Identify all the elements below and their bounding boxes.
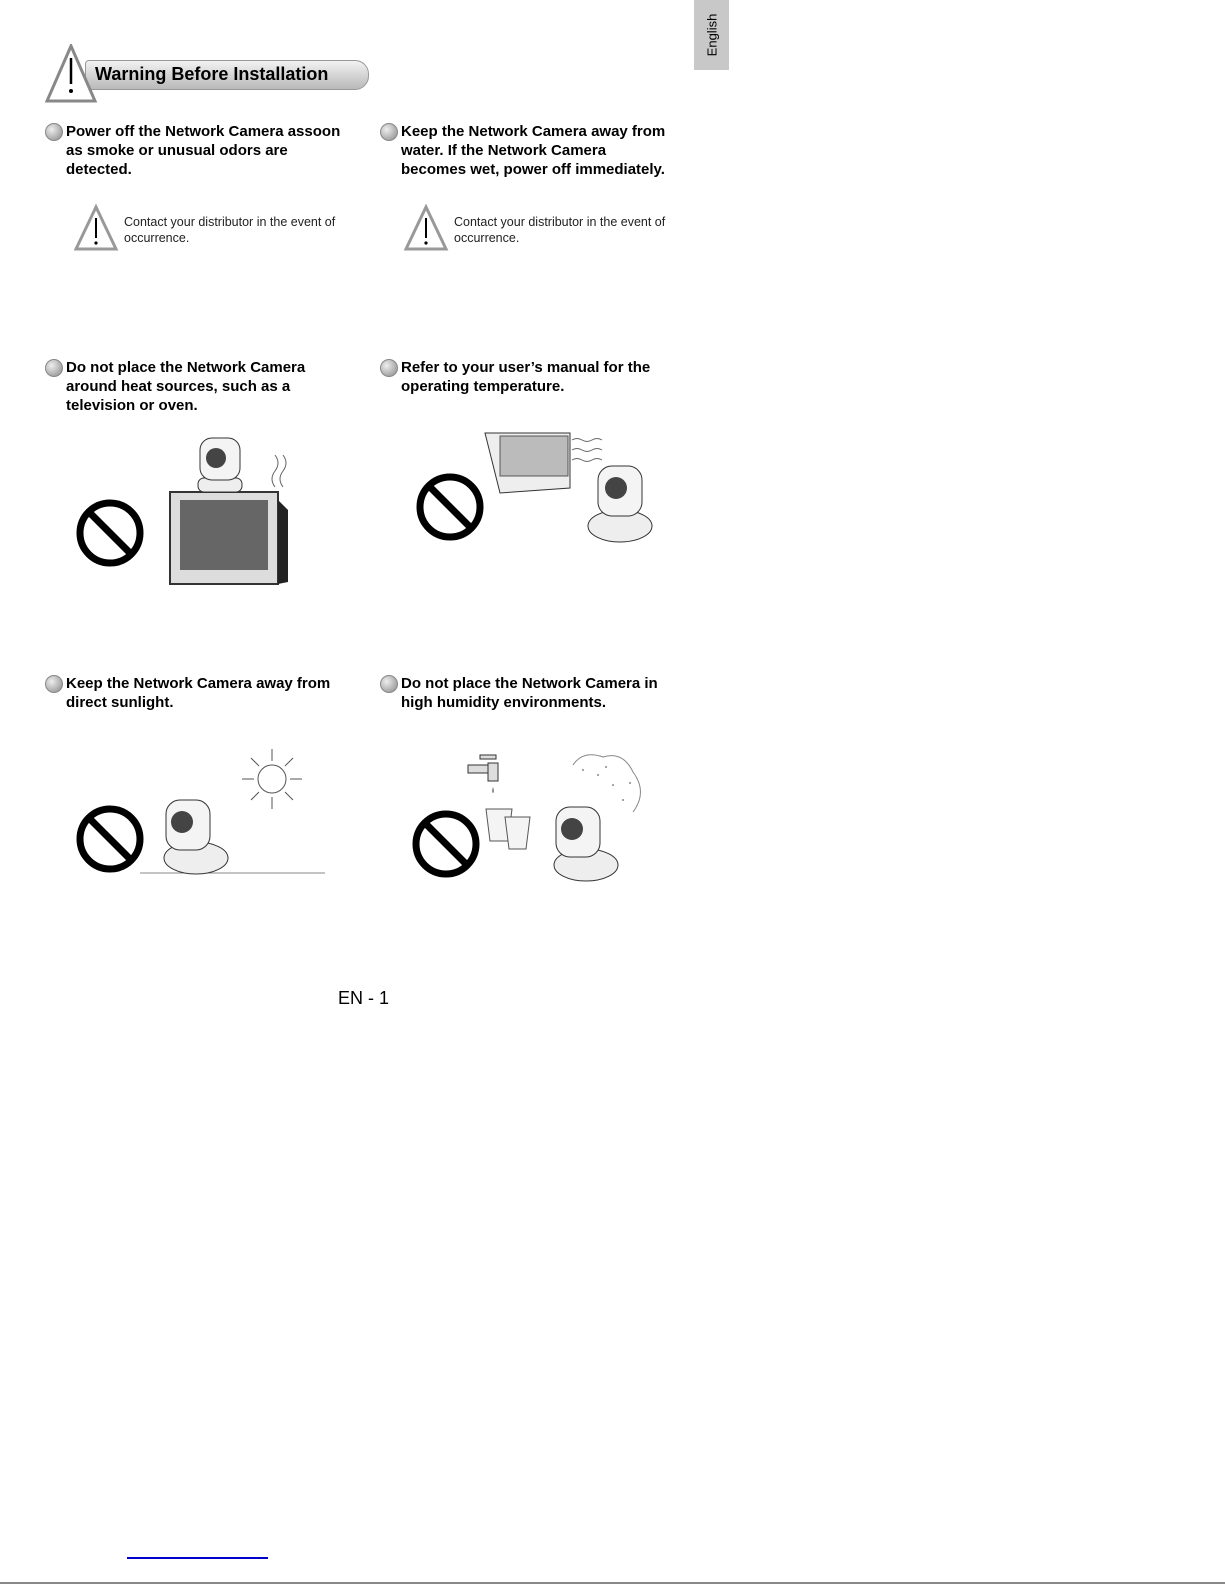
prohibited-icon: [416, 814, 476, 874]
bullet-icon: [45, 359, 63, 377]
item-text: Keep the Network Camera away from water. If the Network Camera becomes wet, power off immediately.: [401, 123, 666, 178]
item-text: Power off the Network Camera assoon as smoke or unusual odors are detected.: [66, 123, 341, 178]
item-text: Refer to your user’s manual for the operating temperature.: [401, 359, 651, 395]
faucet-icon: [468, 755, 498, 781]
note-text: Contact your distributor in the event of occurrence.: [454, 215, 666, 245]
bullet-icon: [380, 675, 398, 693]
warning-item: [380, 674, 670, 712]
section-header: [45, 44, 375, 104]
warning-item: [380, 122, 670, 179]
item-text: Do not place the Network Camera in high humidity environments.: [401, 675, 658, 711]
note-text: Contact your distributor in the event of occurrence.: [124, 215, 336, 245]
note: [74, 214, 354, 246]
camera-icon: [588, 466, 652, 542]
warning-item: [380, 358, 680, 396]
prohibited-icon: [420, 477, 480, 537]
footer-rule: [0, 1582, 1225, 1584]
item-text: Keep the Network Camera away from direct sunlight.: [66, 675, 331, 711]
warning-item: [45, 674, 335, 712]
bullet-icon: [380, 123, 398, 141]
prohibited-icon: [80, 503, 140, 563]
bullet-icon: [380, 359, 398, 377]
caution-icon: [404, 204, 450, 252]
heater-illustration: [410, 428, 670, 548]
bullet-icon: [45, 123, 63, 141]
sun-icon: [242, 749, 302, 809]
prohibited-icon: [80, 809, 140, 869]
cup-icon: [486, 809, 530, 849]
sunlight-illustration: [70, 745, 330, 885]
item-text: Do not place the Network Camera around heat sources, such as a television or oven.: [66, 359, 306, 414]
camera-icon: [164, 800, 228, 874]
caution-icon: [74, 204, 120, 252]
page-title: Warning Before Installation: [95, 64, 329, 84]
warning-item: [45, 358, 335, 415]
warning-item: [45, 122, 345, 179]
camera-icon: [198, 438, 242, 492]
camera-icon: [554, 807, 618, 881]
humidity-illustration: [408, 745, 668, 885]
footer-link-underline: [127, 1557, 268, 1559]
language-label: English: [704, 13, 719, 57]
note: [404, 214, 684, 246]
page-number: EN - 1: [338, 988, 390, 1008]
heat-source-illustration: [70, 430, 300, 590]
language-tab: [694, 0, 729, 70]
bullet-icon: [45, 675, 63, 693]
